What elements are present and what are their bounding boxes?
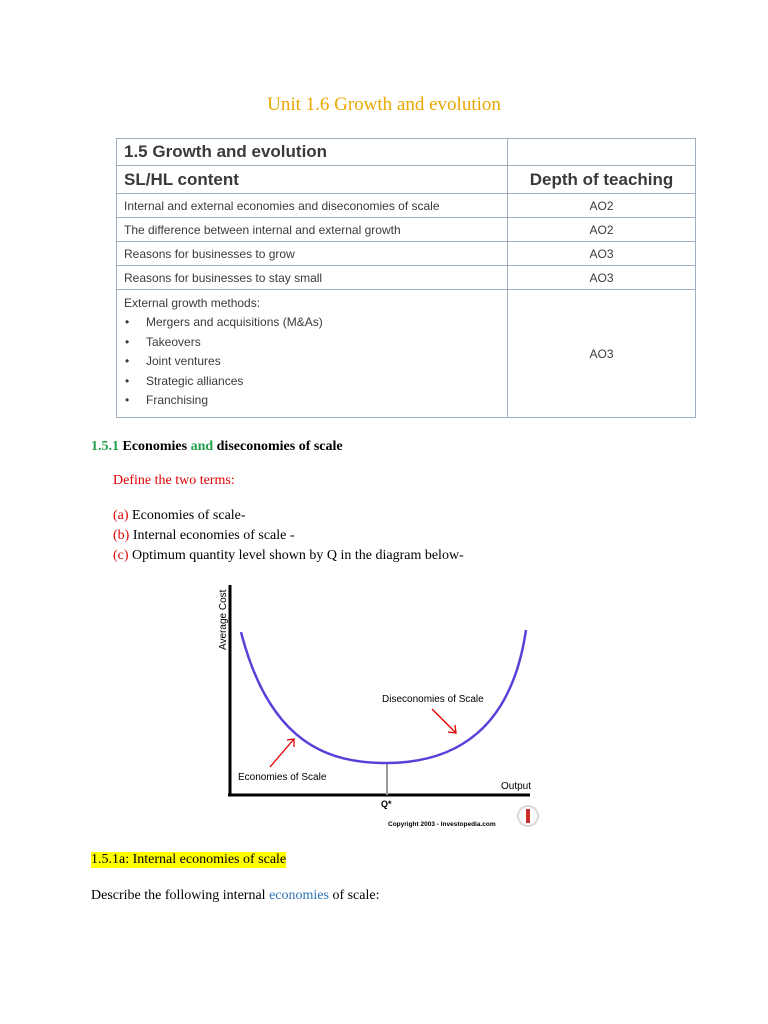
optimum-quantity-label: Q*: [381, 799, 392, 809]
subsection-heading: 1.5.1a: Internal economies of scale: [91, 852, 287, 867]
average-cost-chart: [210, 580, 545, 830]
list-item: [124, 391, 500, 411]
investopedia-logo-icon: [518, 806, 538, 826]
growth-methods-list: [124, 313, 500, 411]
row-content: Internal and external economies and diseconomies of scale: [117, 194, 508, 218]
describe-keyword: economies: [269, 888, 329, 903]
row-depth: AO3: [508, 242, 696, 266]
list-item: [124, 313, 500, 333]
economies-arrow: [270, 739, 294, 767]
bullet-icon: •: [125, 354, 130, 369]
question-item: [113, 546, 464, 566]
list-item-label: Mergers and acquisitions (M&As): [146, 315, 323, 330]
table-row: [117, 218, 696, 242]
section-word-diseconomies: diseconomies of scale: [216, 439, 343, 454]
table-heading-row: [117, 139, 696, 166]
bullet-icon: •: [125, 393, 130, 408]
table-heading: 1.5 Growth and evolution: [117, 139, 508, 166]
table-row: [117, 194, 696, 218]
bullet-icon: •: [125, 315, 130, 330]
section-heading: [91, 439, 343, 455]
question-item: [113, 506, 464, 526]
bullet-icon: •: [125, 334, 130, 349]
y-axis-label: Average Cost: [218, 589, 229, 650]
table-heading-empty-cell: [508, 139, 696, 166]
question-marker: (a): [113, 508, 129, 523]
table-row-growth-methods: [117, 290, 696, 418]
row-depth: AO3: [508, 266, 696, 290]
depth-column-header: Depth of teaching: [508, 166, 696, 194]
instruction-text: Define the two terms:: [113, 473, 235, 488]
list-item-label: Takeovers: [146, 334, 201, 349]
x-axis-label: Output: [501, 781, 532, 792]
row-content: Reasons for businesses to stay small: [117, 266, 508, 290]
question-text: Internal economies of scale -: [132, 528, 295, 543]
section-word-and: and: [190, 439, 214, 454]
describe-text-before: Describe the following internal: [91, 888, 270, 903]
diseconomies-arrow: [432, 709, 456, 733]
growth-methods-intro: External growth methods:: [124, 296, 261, 311]
row-content: The difference between internal and external growth: [117, 218, 508, 242]
question-marker: (c): [113, 548, 129, 563]
list-item-label: Joint ventures: [146, 354, 221, 369]
list-item: [124, 372, 500, 392]
row-depth: AO3: [508, 290, 696, 418]
list-item-label: Strategic alliances: [146, 373, 244, 388]
economies-label: Economies of Scale: [238, 772, 327, 783]
syllabus-table: [116, 138, 696, 418]
diseconomies-label: Diseconomies of Scale: [382, 694, 484, 705]
question-item: [113, 526, 464, 546]
list-item-label: Franchising: [146, 393, 209, 408]
table-row: [117, 266, 696, 290]
row-depth: AO2: [508, 194, 696, 218]
question-text: Economies of scale-: [132, 508, 246, 523]
question-text: Optimum quantity level shown by Q in the diagram below-: [132, 548, 464, 563]
list-item: [124, 333, 500, 353]
list-item: [124, 352, 500, 372]
row-depth: AO2: [508, 218, 696, 242]
describe-text-after: of scale:: [328, 888, 380, 903]
copyright-text: Copyright 2003 - Investopedia.com: [388, 821, 496, 828]
content-column-header: SL/HL content: [117, 166, 508, 194]
describe-text: [91, 888, 379, 904]
row-content: Reasons for businesses to grow: [117, 242, 508, 266]
question-list: [113, 506, 464, 566]
section-number: 1.5.1: [91, 439, 119, 454]
section-word-economies: Economies: [122, 439, 188, 454]
growth-methods-cell: [117, 290, 508, 418]
page-title: Unit 1.6 Growth and evolution: [267, 94, 501, 115]
bullet-icon: •: [125, 373, 130, 388]
table-row: [117, 242, 696, 266]
table-header-row: [117, 166, 696, 194]
question-marker: (b): [113, 528, 130, 543]
